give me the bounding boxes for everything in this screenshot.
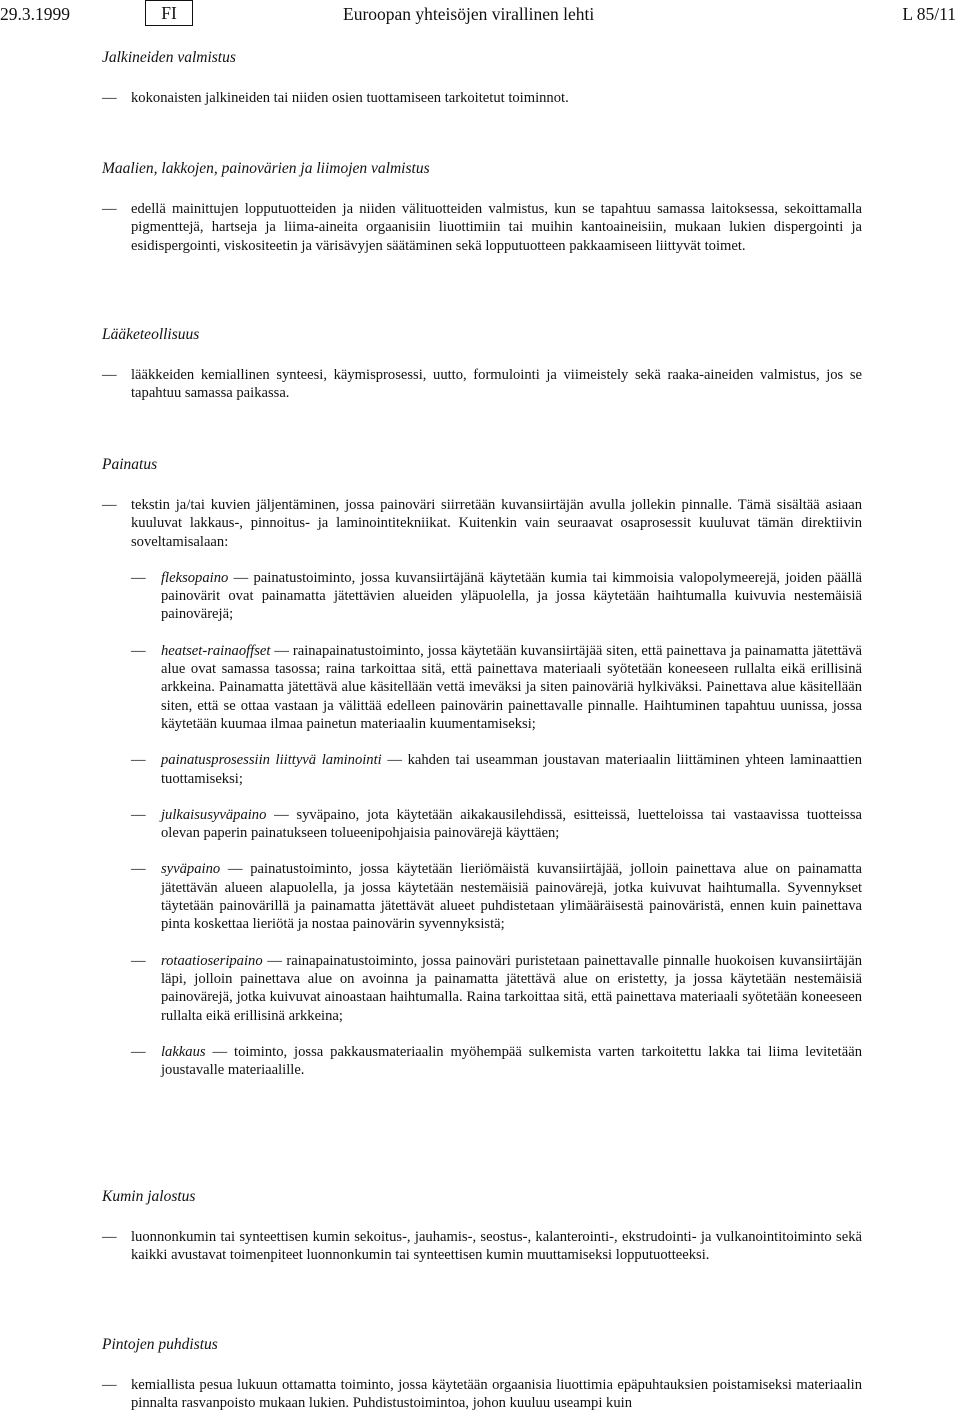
- list-item: [102, 1228, 862, 1265]
- item-text: tekstin ja/tai kuvien jäljentäminen, jossa painoväri siirretään kuvansiirtäjän avulla jollekin pinnalle. Tämä sisältää asiaan kuuluvat lakkaus-, pinnoitus- ja laminointitekniikat. Kuitenkin vain seuraavat osaprosessit kuuluvat tämän direktiivin soveltamisalaan:: [131, 497, 862, 550]
- item-text: edellä mainittujen lopputuotteiden ja niiden välituotteiden valmistus, kun se tapahtuu samassa laitoksessa, sekoittamalla pigmenttejä, hartseja ja liima-aineita orgaanisiin liuottimiin tai muihin kantoaineisiin, mukaan lukien dispergointi ja esidispergointi, viskositeetin ja värisävyjen säätäminen sekä lopputuotteen pakkaamiseen liittyvät toimet.: [131, 201, 862, 254]
- term-text: kahden tai useamman joustavan materiaalin liittäminen yhteen laminaattien tuottamiseksi;: [161, 752, 862, 787]
- dash-bullet: —: [102, 1377, 117, 1393]
- section-title: Lääketeollisuus: [102, 326, 200, 343]
- term: syväpaino: [161, 861, 221, 878]
- section-paints: [102, 159, 862, 255]
- term-text: painatustoiminto, jossa käytetään lieriömäistä kuvansiirtäjää, jolloin painettava alue on painamatta jätettävän alueen alapuolella, ja jossa käytetään nestemäisiä painovärejä, jotka kuivuvat haihtumalla. Syvennykset täytetään painovärillä ja painamatta jätettävät alueet puhdistetaan ylimääräisestä painoväristä, ennen kuin painettava pinta koskettaa lieriötä ja nostaa painovärin syvennyksistä;: [161, 861, 862, 933]
- sub-item-gravure: [102, 860, 862, 933]
- section-title: Pintojen puhdistus: [102, 1336, 218, 1353]
- term: painatusprosessiin liittyvä laminointi: [161, 752, 382, 769]
- term-dash: —: [227, 861, 243, 878]
- term: rotaatioseripaino: [161, 952, 263, 969]
- dash-bullet: —: [102, 497, 117, 513]
- section-cleaning: [102, 1335, 862, 1413]
- term-dash: —: [212, 1043, 228, 1060]
- term-dash: —: [233, 569, 249, 586]
- section-title: Maalien, lakkojen, painovärien ja liimojen valmistus: [102, 160, 430, 177]
- list-item: [102, 366, 862, 403]
- term-text: rainapainatustoiminto, jossa painoväri puristetaan painettavalle pinnalle huokoisen kuvansiirtäjän läpi, jolloin painettava alue on avoinna ja painamatta jätettävä alue on eristetty, ja jossa käytetään nestemäisiä painovärejä, jotka kuivuvat ainoastaan haihtumalla. Raina tarkoittaa sitä, että painettava materiaali syötetään koneeseen rullalta eikä erillisinä arkkeina;: [161, 952, 862, 1024]
- term: heatset-rainaoffset: [161, 642, 271, 659]
- section-footwear: [102, 48, 862, 107]
- term-dash: —: [274, 642, 289, 659]
- sub-item-flexo: [102, 569, 862, 624]
- item-text: lääkkeiden kemiallinen synteesi, käymisprosessi, uutto, formulointi ja viimeistely sekä raaka-aineiden valmistus, jos se tapahtuu samassa paikassa.: [131, 367, 862, 402]
- sub-item-rotary-screen: [102, 952, 862, 1025]
- list-item: [102, 496, 862, 551]
- list-item: [102, 200, 862, 255]
- page-header: [0, 0, 960, 30]
- language-badge: FI: [145, 0, 193, 26]
- item-text: kokonaisten jalkineiden tai niiden osien tuottamiseen tarkoitetut toiminnot.: [131, 90, 569, 106]
- dash-bullet: —: [102, 201, 117, 217]
- sub-item-lamination: [102, 751, 862, 788]
- sub-item-publication-gravure: [102, 806, 862, 843]
- section-printing: [102, 455, 862, 1079]
- list-item: [102, 89, 862, 107]
- term-text: painatustoiminto, jossa kuvansiirtäjänä käytetään kumia tai kimmoisia valopolymeerejä, joiden päällä painovärit ovat painamatta jätettävien alueiden yläpuolella, ja jossa käytetään haihtumalla kuivuvia nestemäisiä painovärejä;: [161, 569, 862, 623]
- dash-bullet: —: [131, 806, 146, 823]
- sub-item-heatset: [102, 642, 862, 733]
- dash-bullet: —: [102, 90, 117, 106]
- dash-bullet: —: [131, 861, 146, 878]
- term-dash: —: [274, 806, 289, 823]
- term-dash: —: [267, 952, 282, 969]
- dash-bullet: —: [131, 569, 146, 586]
- dash-bullet: —: [131, 642, 146, 659]
- section-title: Jalkineiden valmistus: [102, 49, 236, 66]
- term-text: syväpaino, jota käytetään aikakausilehdissä, esitteissä, luetteloissa tai vastaavissa tuotteissa olevan paperin painatukseen tolueenipohjaisia painovärejä käyttäen;: [161, 806, 863, 842]
- term-text: rainapainatustoiminto, jossa käytetään kuvansiirtäjää siten, että painettava ja painamatta jätettävä alue ovat samassa tasossa; raina tarkoittaa sitä, että painettava materiaali syötetään koneeseen rullalta eikä erillisinä arkkeina. Painamatta jätettävä alue käsitellään vettä imeväksi ja siten painoväriä hylkiväksi. Painettava alue käsitellään siten, että se ottaa vastaan ja välittää edelleen painovärin painettavalle pinnalle. Haihtuminen tapahtuu uunissa, jossa käytetään kuumaa ilmaa painetun materiaalin kuumentamiseksi;: [161, 642, 862, 732]
- term: lakkaus: [161, 1043, 206, 1060]
- sub-item-varnishing: [102, 1043, 862, 1080]
- dash-bullet: —: [131, 1043, 146, 1060]
- term-dash: —: [387, 752, 402, 769]
- page-number: L 85/11: [902, 4, 956, 24]
- term: fleksopaino: [161, 569, 229, 586]
- item-text: luonnonkumin tai synteettisen kumin sekoitus-, jauhamis-, seostus-, kalanterointi-, ekstrudointi- ja vulkanointitoiminto sekä kaikki avustavat toimenpiteet luonnonkumin tai synteettisen kumin muuttamiseksi lopputuotteeksi.: [131, 1229, 862, 1264]
- term-text: toiminto, jossa pakkausmateriaalin myöhempää sulkemista varten tarkoitettu lakka tai liima levitetään joustavalle materiaalille.: [161, 1043, 862, 1079]
- dash-bullet: —: [102, 367, 117, 383]
- section-pharma: [102, 325, 862, 403]
- section-title: Kumin jalostus: [102, 1188, 196, 1205]
- list-item: [102, 1376, 862, 1413]
- term: julkaisusyväpaino: [161, 806, 267, 823]
- dash-bullet: —: [131, 752, 146, 769]
- issue-date: 29.3.1999: [0, 4, 70, 24]
- section-rubber: [102, 1187, 862, 1265]
- dash-bullet: —: [131, 952, 146, 969]
- item-text: kemiallista pesua lukuun ottamatta toiminto, jossa käytetään orgaanisia liuottimia epäpuhtauksien poistamiseksi materiaalin pinnalta rasvanpoisto mukaan lukien. Puhdistustoimintoa, johon kuuluu useampi kuin: [131, 1377, 862, 1412]
- publication-title: Euroopan yhteisöjen virallinen lehti: [343, 4, 595, 24]
- section-title: Painatus: [102, 456, 158, 473]
- dash-bullet: —: [102, 1229, 117, 1245]
